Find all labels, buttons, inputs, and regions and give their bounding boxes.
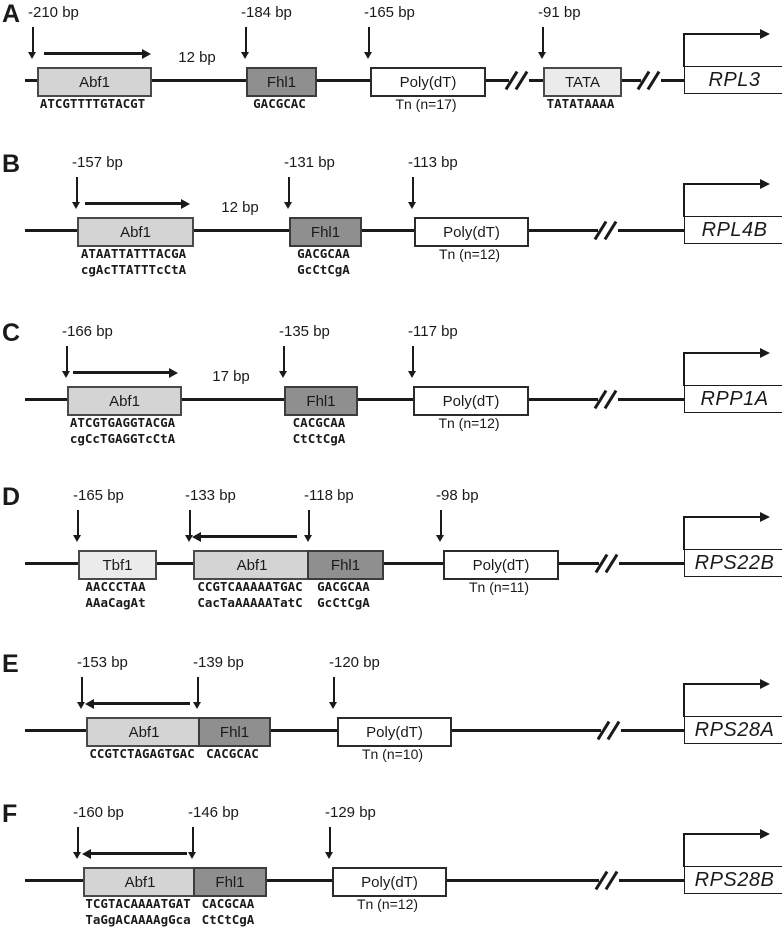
position-arrow bbox=[542, 27, 544, 53]
gene-box bbox=[684, 716, 782, 744]
position-label: -131 bp bbox=[284, 154, 335, 171]
polydt-box bbox=[443, 550, 559, 580]
box-label: Abf1 bbox=[79, 73, 110, 91]
polydt-box bbox=[332, 867, 447, 897]
gene-box bbox=[684, 866, 782, 894]
spacer-length-label: 17 bp bbox=[212, 368, 250, 385]
polydt-length-label: Tn (n=12) bbox=[438, 246, 501, 262]
tss-arrow bbox=[683, 683, 762, 685]
position-label: -91 bp bbox=[538, 4, 581, 21]
position-label: -120 bp bbox=[329, 654, 380, 671]
position-arrowhead-icon bbox=[364, 52, 372, 59]
tss-arrow bbox=[683, 183, 762, 185]
box-label: Abf1 bbox=[120, 223, 151, 241]
gene-label: RPS22B bbox=[694, 551, 775, 574]
binding-site-sequence: cgCcTGAGGTcCtA bbox=[69, 431, 176, 446]
box-label: Abf1 bbox=[236, 556, 268, 574]
box-label: Fhl1 bbox=[310, 223, 341, 241]
binding-site-sequence: ATAATTATTTACGA bbox=[80, 246, 187, 261]
binding-site-sequence: TATATAAAA bbox=[546, 96, 615, 111]
orientation-arrow bbox=[44, 52, 143, 55]
position-label: -129 bp bbox=[325, 804, 376, 821]
binding-site-sequence: CACGCAC bbox=[206, 746, 259, 761]
tss-arrowhead-icon bbox=[760, 179, 770, 189]
abf1-box bbox=[37, 67, 152, 97]
fhl1-box bbox=[198, 717, 271, 747]
tss-arrow-vertical bbox=[683, 33, 685, 67]
panel-letter: F bbox=[2, 800, 18, 828]
panel-letter: A bbox=[2, 0, 21, 28]
abf1-box bbox=[86, 717, 202, 747]
binding-site-sequence: AACCCTAA bbox=[85, 579, 146, 594]
position-arrow bbox=[283, 346, 285, 372]
box-label: Fhl1 bbox=[306, 392, 336, 410]
position-label: -146 bp bbox=[188, 804, 239, 821]
position-arrowhead-icon bbox=[538, 52, 546, 59]
position-arrowhead-icon bbox=[73, 852, 81, 859]
position-arrowhead-icon bbox=[408, 371, 416, 378]
fhl1-box bbox=[246, 67, 317, 97]
position-label: -135 bp bbox=[279, 323, 330, 340]
orientation-arrow bbox=[85, 202, 182, 205]
spacer-length-label: 12 bp bbox=[221, 199, 259, 216]
position-label: -165 bp bbox=[364, 4, 415, 21]
position-label: -184 bp bbox=[241, 4, 292, 21]
box-label: Poly(dT) bbox=[399, 73, 457, 91]
position-label: -98 bp bbox=[436, 487, 479, 504]
position-label: -118 bp bbox=[304, 487, 354, 504]
tss-arrow bbox=[683, 352, 762, 354]
panel-letter: D bbox=[2, 483, 21, 511]
box-label: Poly(dT) bbox=[443, 223, 500, 241]
position-arrowhead-icon bbox=[241, 52, 249, 59]
binding-site-sequence: GACGCAC bbox=[253, 96, 306, 111]
tss-arrow-vertical bbox=[683, 183, 685, 217]
position-label: -157 bp bbox=[72, 154, 123, 171]
polydt-length-label: Tn (n=12) bbox=[356, 896, 419, 912]
box-label: Fhl1 bbox=[215, 873, 245, 891]
tss-arrow bbox=[683, 833, 762, 835]
binding-site-sequence: TaGgACAAAAgGca bbox=[85, 912, 191, 927]
position-arrow bbox=[368, 27, 370, 53]
binding-site-sequence: GACGCAA bbox=[317, 579, 370, 594]
fhl1-box bbox=[284, 386, 358, 416]
binding-site-sequence: CACGCAA bbox=[292, 415, 346, 430]
gene-label: RPS28A bbox=[694, 718, 775, 741]
abf1-box bbox=[193, 550, 311, 580]
position-arrow bbox=[77, 827, 79, 853]
position-arrow bbox=[189, 510, 191, 536]
binding-site-sequence: GcCtCgA bbox=[297, 262, 350, 277]
polydt-length-label: Tn (n=17) bbox=[395, 96, 457, 112]
tss-arrow-vertical bbox=[683, 352, 685, 386]
orientation-arrow bbox=[93, 702, 190, 705]
tss-arrow-vertical bbox=[683, 833, 685, 867]
abf1-box bbox=[67, 386, 182, 416]
orientation-arrowhead-icon bbox=[181, 199, 190, 209]
gene-box bbox=[684, 549, 782, 577]
abf1-box bbox=[83, 867, 197, 897]
gene-label: RPS28B bbox=[694, 868, 775, 891]
position-arrow bbox=[440, 510, 442, 536]
binding-site-sequence: TCGTACAAAATGAT bbox=[85, 896, 191, 911]
position-arrowhead-icon bbox=[325, 852, 333, 859]
position-arrow bbox=[308, 510, 310, 536]
polydt-box bbox=[337, 717, 452, 747]
binding-site-sequence: CACGCAA bbox=[201, 896, 255, 911]
binding-site-sequence: AAaCagAt bbox=[85, 595, 146, 610]
polydt-box bbox=[414, 217, 529, 247]
position-arrow bbox=[245, 27, 247, 53]
tss-arrowhead-icon bbox=[760, 348, 770, 358]
box-label: Poly(dT) bbox=[442, 392, 500, 410]
polydt-box bbox=[413, 386, 529, 416]
position-arrow bbox=[412, 346, 414, 372]
orientation-arrowhead-icon bbox=[192, 532, 201, 542]
box-label: Fhl1 bbox=[330, 556, 361, 574]
polydt-length-label: Tn (n=11) bbox=[468, 579, 530, 595]
gene-label: RPL3 bbox=[708, 68, 761, 91]
box-label: Poly(dT) bbox=[366, 723, 423, 741]
position-arrowhead-icon bbox=[73, 535, 81, 542]
position-label: -113 bp bbox=[408, 154, 458, 171]
position-arrow bbox=[288, 177, 290, 203]
orientation-arrowhead-icon bbox=[82, 849, 91, 859]
binding-site-sequence: CCGTCAAAAATGAC bbox=[197, 579, 303, 594]
box-label: Fhl1 bbox=[266, 73, 297, 91]
orientation-arrowhead-icon bbox=[142, 49, 151, 59]
gene-label: RPP1A bbox=[700, 387, 769, 410]
position-label: -166 bp bbox=[62, 323, 113, 340]
fhl1-box bbox=[193, 867, 267, 897]
panel-letter: B bbox=[2, 150, 21, 178]
position-label: -133 bp bbox=[185, 487, 236, 504]
position-arrowhead-icon bbox=[72, 202, 80, 209]
position-arrow bbox=[76, 177, 78, 203]
position-arrowhead-icon bbox=[279, 371, 287, 378]
box-label: Tbf1 bbox=[102, 556, 133, 574]
gene-box bbox=[684, 385, 782, 413]
panel-letter: E bbox=[2, 650, 19, 678]
position-label: -117 bp bbox=[408, 323, 458, 340]
polydt-length-label: Tn (n=10) bbox=[361, 746, 424, 762]
binding-site-sequence: CtCtCgA bbox=[201, 912, 255, 927]
position-label: -160 bp bbox=[73, 804, 124, 821]
gene-box bbox=[684, 216, 782, 244]
position-label: -153 bp bbox=[77, 654, 128, 671]
spacer-length-label: 12 bp bbox=[178, 49, 216, 66]
position-arrow bbox=[192, 827, 194, 853]
binding-site-sequence: GcCtCgA bbox=[317, 595, 370, 610]
position-arrowhead-icon bbox=[62, 371, 70, 378]
binding-site-sequence: CtCtCgA bbox=[292, 431, 346, 446]
orientation-arrowhead-icon bbox=[169, 368, 178, 378]
tss-arrowhead-icon bbox=[760, 679, 770, 689]
binding-site-sequence: CCGTCTAGAGTGAC bbox=[89, 746, 195, 761]
tata-box bbox=[543, 67, 622, 97]
abf1-box bbox=[77, 217, 194, 247]
tss-arrow-vertical bbox=[683, 683, 685, 717]
polydt-box bbox=[370, 67, 486, 97]
box-label: Abf1 bbox=[109, 392, 140, 410]
tss-arrowhead-icon bbox=[760, 829, 770, 839]
fhl1-box bbox=[289, 217, 362, 247]
position-arrowhead-icon bbox=[436, 535, 444, 542]
position-arrowhead-icon bbox=[304, 535, 312, 542]
position-arrowhead-icon bbox=[188, 852, 196, 859]
gene-box bbox=[684, 66, 782, 94]
binding-site-sequence: ATCGTTTTGTACGT bbox=[39, 96, 146, 111]
position-arrow bbox=[66, 346, 68, 372]
tss-arrow bbox=[683, 33, 762, 35]
binding-site-sequence: ATCGTGAGGTACGA bbox=[69, 415, 176, 430]
binding-site-sequence: GACGCAA bbox=[297, 246, 350, 261]
position-arrow bbox=[197, 677, 199, 703]
orientation-arrow bbox=[90, 852, 187, 855]
orientation-arrow bbox=[200, 535, 297, 538]
position-label: -139 bp bbox=[193, 654, 244, 671]
orientation-arrow bbox=[73, 371, 170, 374]
tss-arrow-vertical bbox=[683, 516, 685, 550]
position-arrow bbox=[329, 827, 331, 853]
position-arrowhead-icon bbox=[28, 52, 36, 59]
box-label: Poly(dT) bbox=[361, 873, 418, 891]
fhl1-box bbox=[307, 550, 384, 580]
position-arrowhead-icon bbox=[329, 702, 337, 709]
box-label: Abf1 bbox=[128, 723, 160, 741]
position-arrowhead-icon bbox=[408, 202, 416, 209]
position-arrow bbox=[77, 510, 79, 536]
position-arrowhead-icon bbox=[284, 202, 292, 209]
gene-label: RPL4B bbox=[701, 218, 768, 241]
box-label: Abf1 bbox=[124, 873, 156, 891]
position-label: -210 bp bbox=[28, 4, 79, 21]
tss-arrow bbox=[683, 516, 762, 518]
position-arrow bbox=[81, 677, 83, 703]
panel-letter: C bbox=[2, 319, 21, 347]
tbf1-box bbox=[78, 550, 157, 580]
box-label: TATA bbox=[565, 73, 600, 91]
orientation-arrowhead-icon bbox=[85, 699, 94, 709]
tss-arrowhead-icon bbox=[760, 512, 770, 522]
position-arrowhead-icon bbox=[77, 702, 85, 709]
position-label: -165 bp bbox=[73, 487, 124, 504]
position-arrow bbox=[412, 177, 414, 203]
polydt-length-label: Tn (n=12) bbox=[438, 415, 500, 431]
binding-site-sequence: CacTaAAAAATatC bbox=[197, 595, 303, 610]
box-label: Poly(dT) bbox=[472, 556, 530, 574]
position-arrow bbox=[333, 677, 335, 703]
position-arrowhead-icon bbox=[193, 702, 201, 709]
box-label: Fhl1 bbox=[219, 723, 250, 741]
position-arrow bbox=[32, 27, 34, 53]
tss-arrowhead-icon bbox=[760, 29, 770, 39]
binding-site-sequence: cgAcTTATTTcCtA bbox=[80, 262, 187, 277]
